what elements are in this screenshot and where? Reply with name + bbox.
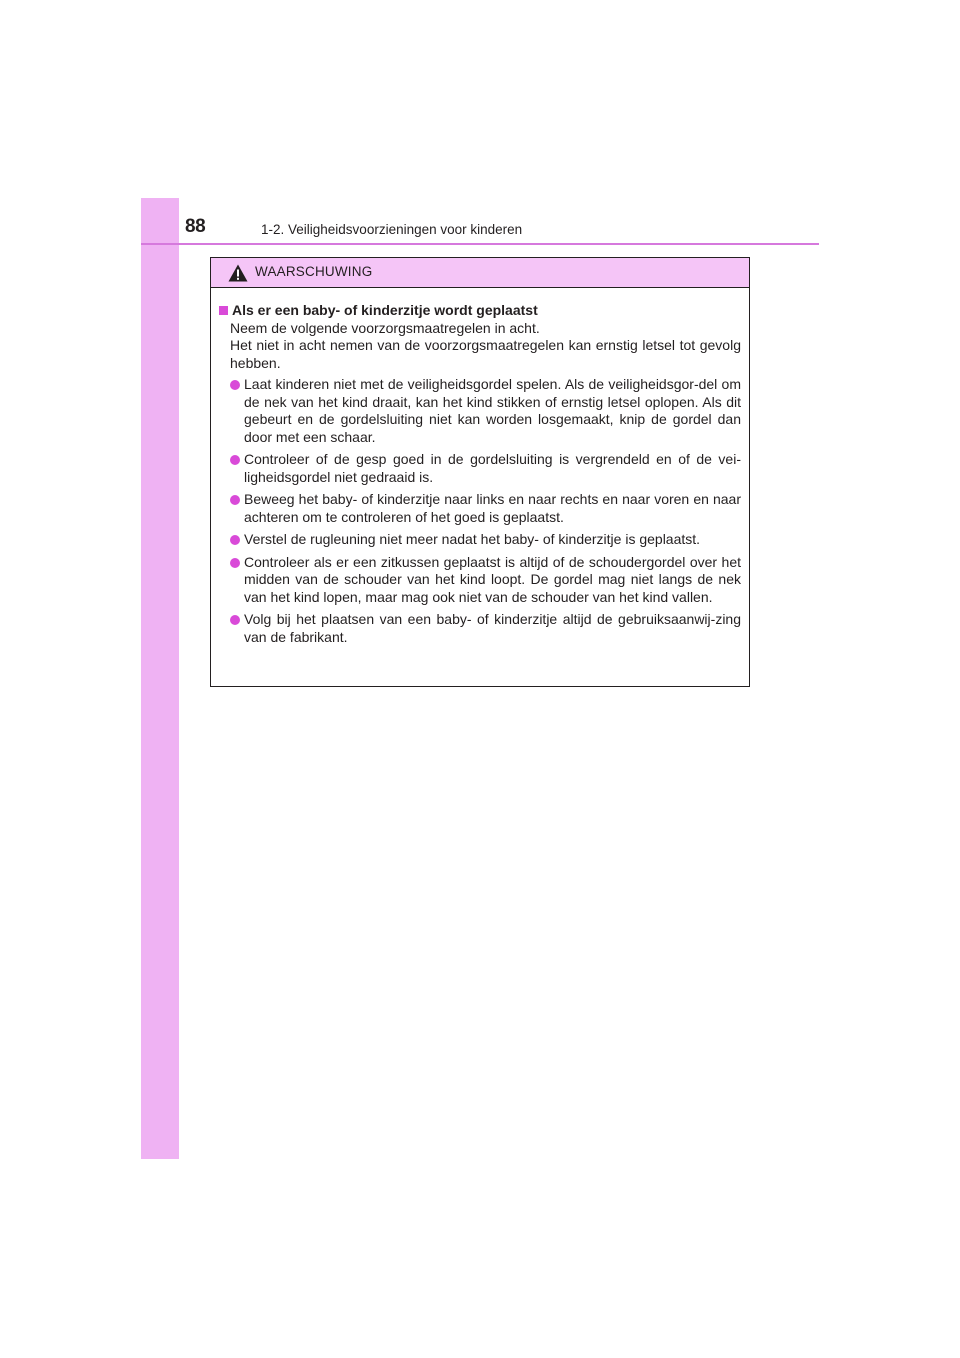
intro-line-1: Neem de volgende voorzorgsmaatregelen in acht. (230, 319, 540, 336)
bullet-dot-icon (230, 535, 240, 545)
list-item (230, 451, 741, 486)
section-heading (218, 302, 741, 320)
precaution-list (218, 376, 741, 646)
list-item (230, 376, 741, 446)
intro-line-2: Het niet in acht nemen van de voorzorgsmaatregelen kan ernstig letsel tot gevolg hebben. (230, 337, 741, 371)
square-bullet-icon (219, 306, 228, 315)
bullet-dot-icon (230, 558, 240, 568)
list-item (230, 531, 741, 549)
chapter-side-tab (141, 198, 179, 1159)
warning-header (211, 258, 749, 288)
list-item-text: Volg bij het plaatsen van een baby- of kinderzitje altijd de gebruiksaanwij-zing van de fabrikant. (244, 611, 741, 645)
header-rule (141, 243, 819, 245)
list-item (230, 491, 741, 526)
list-item-text: Controleer of de gesp goed in de gordelsluiting is vergrendeld en of de vei-ligheidsgordel niet gedraaid is. (244, 451, 741, 485)
list-item (230, 554, 741, 607)
warning-box (210, 257, 750, 687)
list-item-text: Laat kinderen niet met de veiligheidsgordel spelen. Als de veiligheidsgor-del om de nek van het kind draait, kan het kind stikken of ernstig letsel oplopen. Als dit gebeurt en de gordelsluiting niet kan worden losgemaakt, knip de gordel dan door met een schaar. (244, 376, 741, 445)
bullet-dot-icon (230, 495, 240, 505)
bullet-dot-icon (230, 380, 240, 390)
bullet-dot-icon (230, 455, 240, 465)
running-head: 1-2. Veiligheidsvoorzieningen voor kinderen (261, 222, 523, 237)
warning-body (211, 288, 749, 646)
section-heading-text: Als er een baby- of kinderzitje wordt geplaatst (232, 302, 538, 318)
list-item-text: Beweeg het baby- of kinderzitje naar links en naar rechts en naar voren en naar achteren om te controleren of het goed is geplaatst. (244, 491, 741, 525)
warning-triangle-icon (228, 264, 248, 282)
list-item (230, 611, 741, 646)
warning-title: WAARSCHUWING (255, 264, 373, 279)
list-item-text: Verstel de rugleuning niet meer nadat het baby- of kinderzitje is geplaatst. (244, 531, 701, 547)
bullet-dot-icon (230, 615, 240, 625)
list-item-text: Controleer als er een zitkussen geplaatst is altijd of de schoudergordel over het midden van de schouder van het kind loopt. De gordel mag niet langs de nek van het kind lopen, maar mag ook niet van de schouder van het kind vallen. (244, 553, 741, 605)
page-number: 88 (185, 216, 206, 237)
